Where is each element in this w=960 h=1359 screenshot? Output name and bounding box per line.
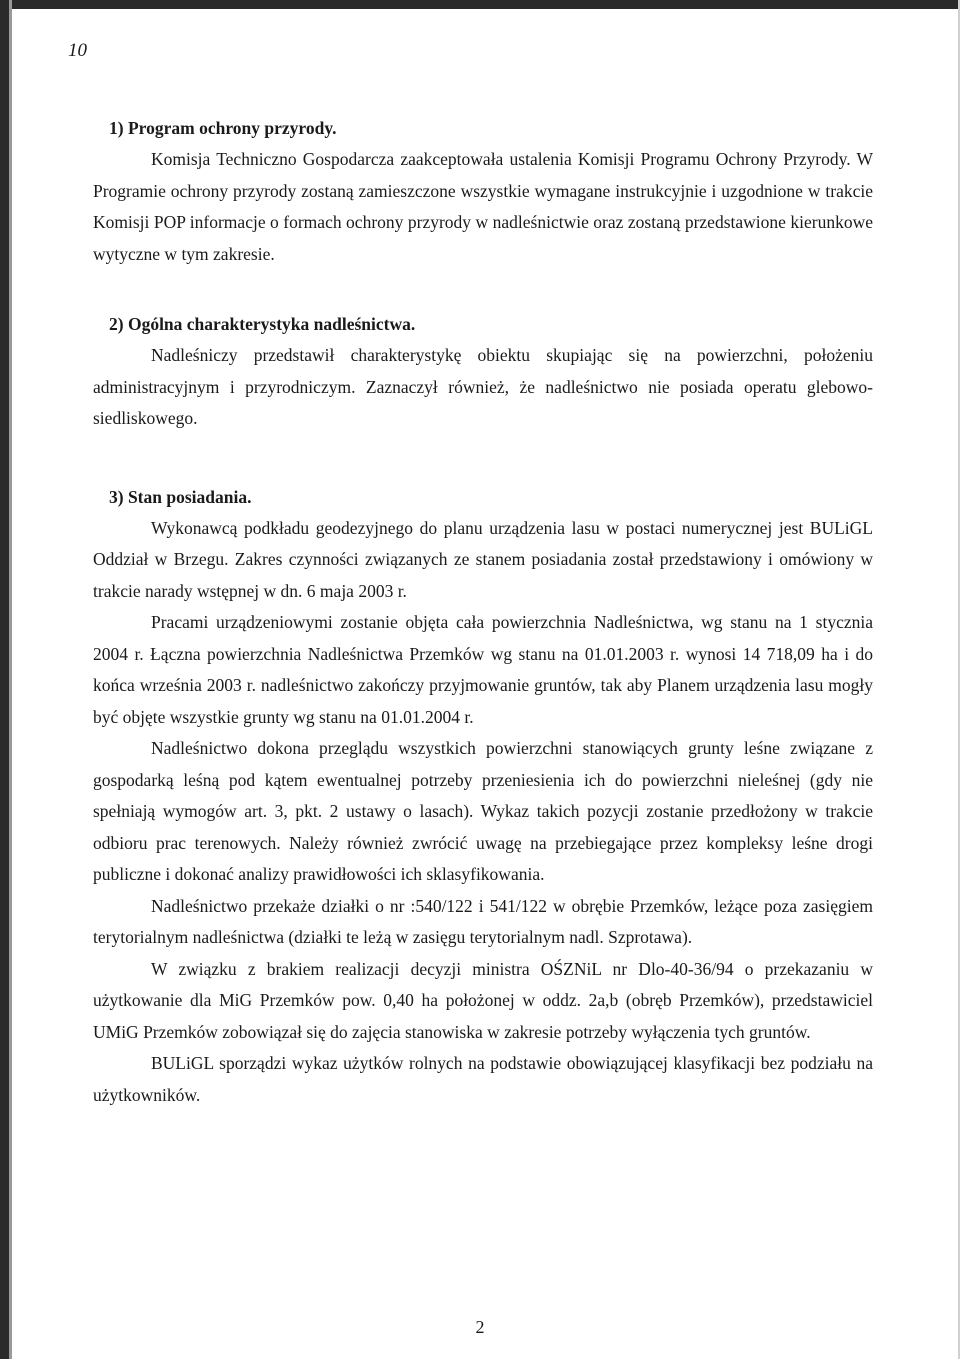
- page-number-top: 10: [68, 40, 87, 61]
- scan-border-left: [0, 0, 9, 1359]
- scan-border-left-shadow: [9, 0, 12, 1359]
- paragraph: Nadleśniczy przedstawił charakterystykę obiektu skupiając się na powierzchni, położeniu administracyjnym i przyrodniczym. Zaznaczył również, że nadleśnictwo nie posiada operatu glebowo-siedliskowego.: [93, 345, 873, 428]
- section-stan-posiadania: [93, 481, 873, 1112]
- paragraph: Komisja Techniczno Gospodarcza zaakceptowała ustalenia Komisji Programu Ochrony Przyrody. W Programie ochrony przyrody zostaną zamieszczone wszystkie wymagane instrukcyjnie i uzgodnione w trakcie Komisji POP informacje o formach ochrony przyrody w nadleśnictwie oraz zostaną przedstawione kierunkowe wytyczne w tym zakresie.: [93, 149, 873, 264]
- section-program-ochrony: [93, 112, 873, 270]
- paragraph: Nadleśnictwo dokona przeglądu wszystkich powierzchni stanowiących grunty leśne związane z gospodarką leśną pod kątem ewentualnej potrzeby przeniesienia ich do powierzchni nieleśnej (gdy nie spełniają wymogów art. 3, pkt. 2 ustawy o lasach). Wykaz takich pozycji zostanie przedłożony w trakcie odbioru prac terenowych. Należy również zwrócić uwagę na przebiegające przez kompleksy leśne drogi publiczne i dokonać analizy prawidłowości ich sklasyfikowania.: [93, 738, 873, 884]
- page-number-bottom: 2: [475, 1317, 485, 1337]
- section-charakterystyka: [93, 308, 873, 435]
- section-heading: 1) Program ochrony przyrody.: [109, 118, 337, 138]
- paragraph: Pracami urządzeniowymi zostanie objęta cała powierzchnia Nadleśnictwa, wg stanu na 1 stycznia 2004 r. Łączna powierzchnia Nadleśnictwa Przemków wg stanu na 01.01.2003 r. wynosi 14 718,09 ha i do końca września 2003 r. nadleśnictwo zakończy przyjmowanie gruntów, tak aby Planem urządzenia lasu mogły być objęte wszystkie grunty wg stanu na 01.01.2004 r.: [93, 612, 873, 727]
- paragraph: BULiGL sporządzi wykaz użytków rolnych na podstawie obowiązującej klasyfikacji bez podziału na użytkowników.: [93, 1053, 873, 1105]
- scan-border-top: [0, 0, 960, 9]
- paragraph: Nadleśnictwo przekaże działki o nr :540/122 i 541/122 w obrębie Przemków, leżące poza zasięgiem terytorialnym nadleśnictwa (działki te leżą w zasięgu terytorialnym nadl. Szprotawa).: [93, 895, 873, 947]
- paragraph: W związku z brakiem realizacji decyzji ministra OŚZNiL nr Dlo-40-36/94 o przekazaniu w użytkowanie dla MiG Przemków pow. 0,40 ha położonej w oddz. 2a,b (obręb Przemków), przedstawiciel UMiG Przemków zobowiązał się do zajęcia stanowiska w zakresie potrzeby wyłączenia tych gruntów.: [93, 958, 873, 1042]
- document-body: [93, 112, 873, 1111]
- section-heading: 2) Ogólna charakterystyka nadleśnictwa.: [109, 314, 416, 334]
- paragraph: Wykonawcą podkładu geodezyjnego do planu urządzenia lasu w postaci numerycznej jest BULiGL Oddział w Brzegu. Zakres czynności związanych ze stanem posiadania został przedstawiony i omówiony w trakcie narady wstępnej w dn. 6 maja 2003 r.: [93, 517, 873, 601]
- section-heading: 3) Stan posiadania.: [109, 486, 252, 507]
